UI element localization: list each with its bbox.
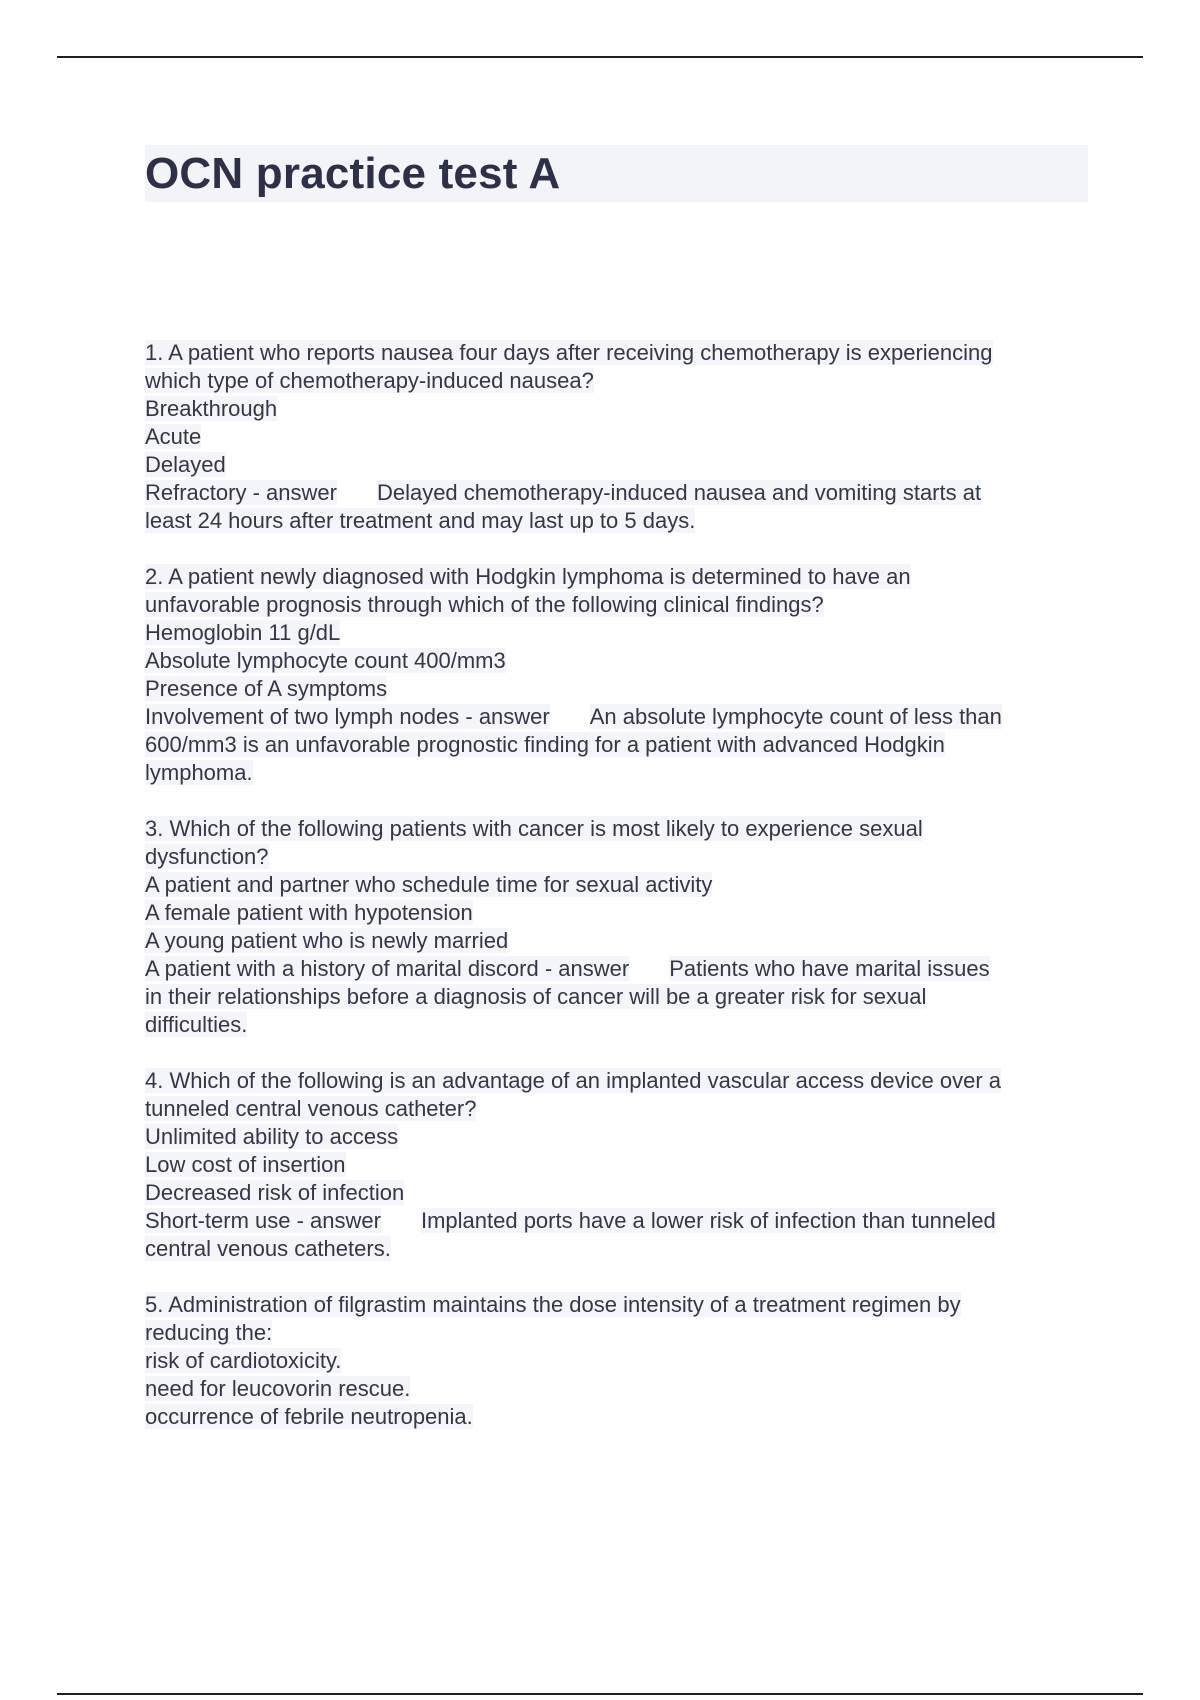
question-stem-line: 3. Which of the following patients with cancer is most likely to experience sexual	[145, 816, 923, 841]
question-stem-line: dysfunction?	[145, 844, 269, 869]
question-stem-line: 4. Which of the following is an advantage of an implanted vascular access device over a	[145, 1068, 1002, 1093]
answer-option: Decreased risk of infection	[145, 1180, 405, 1205]
rationale-text: Implanted ports have a lower risk of infection than tunneled	[420, 1208, 996, 1233]
answer-option: occurrence of febrile neutropenia.	[145, 1404, 473, 1429]
page-title: OCN practice test A	[145, 149, 561, 198]
question-stem-line: 2. A patient newly diagnosed with Hodgkin lymphoma is determined to have an	[145, 564, 911, 589]
answer-option: Hemoglobin 11 g/dL	[145, 620, 341, 645]
last-option-answer: Short-term use - answer	[145, 1208, 381, 1233]
answer-option: Low cost of insertion	[145, 1152, 346, 1177]
question-2	[145, 563, 1100, 787]
answer-option: A patient and partner who schedule time for sexual activity	[145, 872, 713, 897]
last-option-answer: A patient with a history of marital discord - answer	[145, 956, 630, 981]
answer-option: Breakthrough	[145, 396, 278, 421]
answer-option: Acute	[145, 424, 202, 449]
answer-rationale-line	[145, 955, 1100, 983]
rationale-text: Patients who have marital issues	[669, 956, 990, 981]
question-3	[145, 815, 1100, 1039]
top-divider	[57, 56, 1143, 58]
last-option-answer: Refractory - answer	[145, 480, 337, 505]
answer-option: need for leucovorin rescue.	[145, 1376, 411, 1401]
bottom-divider	[57, 1693, 1143, 1695]
answer-option: A female patient with hypotension	[145, 900, 473, 925]
answer-option: Delayed	[145, 452, 226, 477]
rationale-line: lymphoma.	[145, 760, 253, 785]
question-4	[145, 1067, 1100, 1263]
question-5	[145, 1291, 1100, 1431]
answer-rationale-line	[145, 703, 1100, 731]
question-stem-line: 5. Administration of filgrastim maintains the dose intensity of a treatment regimen by	[145, 1292, 961, 1317]
question-stem-line: tunneled central venous catheter?	[145, 1096, 477, 1121]
rationale-text: Delayed chemotherapy-induced nausea and vomiting starts at	[376, 480, 982, 505]
rationale-line: 600/mm3 is an unfavorable prognostic finding for a patient with advanced Hodgkin	[145, 732, 945, 757]
answer-rationale-line	[145, 479, 1100, 507]
question-stem-line: reducing the:	[145, 1320, 273, 1345]
last-option-answer: Involvement of two lymph nodes - answer	[145, 704, 550, 729]
question-stem-line: 1. A patient who reports nausea four days after receiving chemotherapy is experiencing	[145, 340, 993, 365]
questions-list	[145, 339, 1100, 1459]
answer-option: Unlimited ability to access	[145, 1124, 399, 1149]
question-1	[145, 339, 1100, 535]
answer-rationale-line	[145, 1207, 1100, 1235]
answer-option: risk of cardiotoxicity.	[145, 1348, 342, 1373]
question-stem-line: unfavorable prognosis through which of the following clinical findings?	[145, 592, 824, 617]
rationale-text: An absolute lymphocyte count of less than	[589, 704, 1002, 729]
answer-option: A young patient who is newly married	[145, 928, 509, 953]
rationale-line: in their relationships before a diagnosis of cancer will be a greater risk for sexual	[145, 984, 927, 1009]
rationale-line: difficulties.	[145, 1012, 248, 1037]
answer-option: Presence of A symptoms	[145, 676, 388, 701]
rationale-line: central venous catheters.	[145, 1236, 391, 1261]
answer-option: Absolute lymphocyte count 400/mm3	[145, 648, 506, 673]
question-stem-line: which type of chemotherapy-induced nausea?	[145, 368, 594, 393]
rationale-line: least 24 hours after treatment and may last up to 5 days.	[145, 508, 696, 533]
